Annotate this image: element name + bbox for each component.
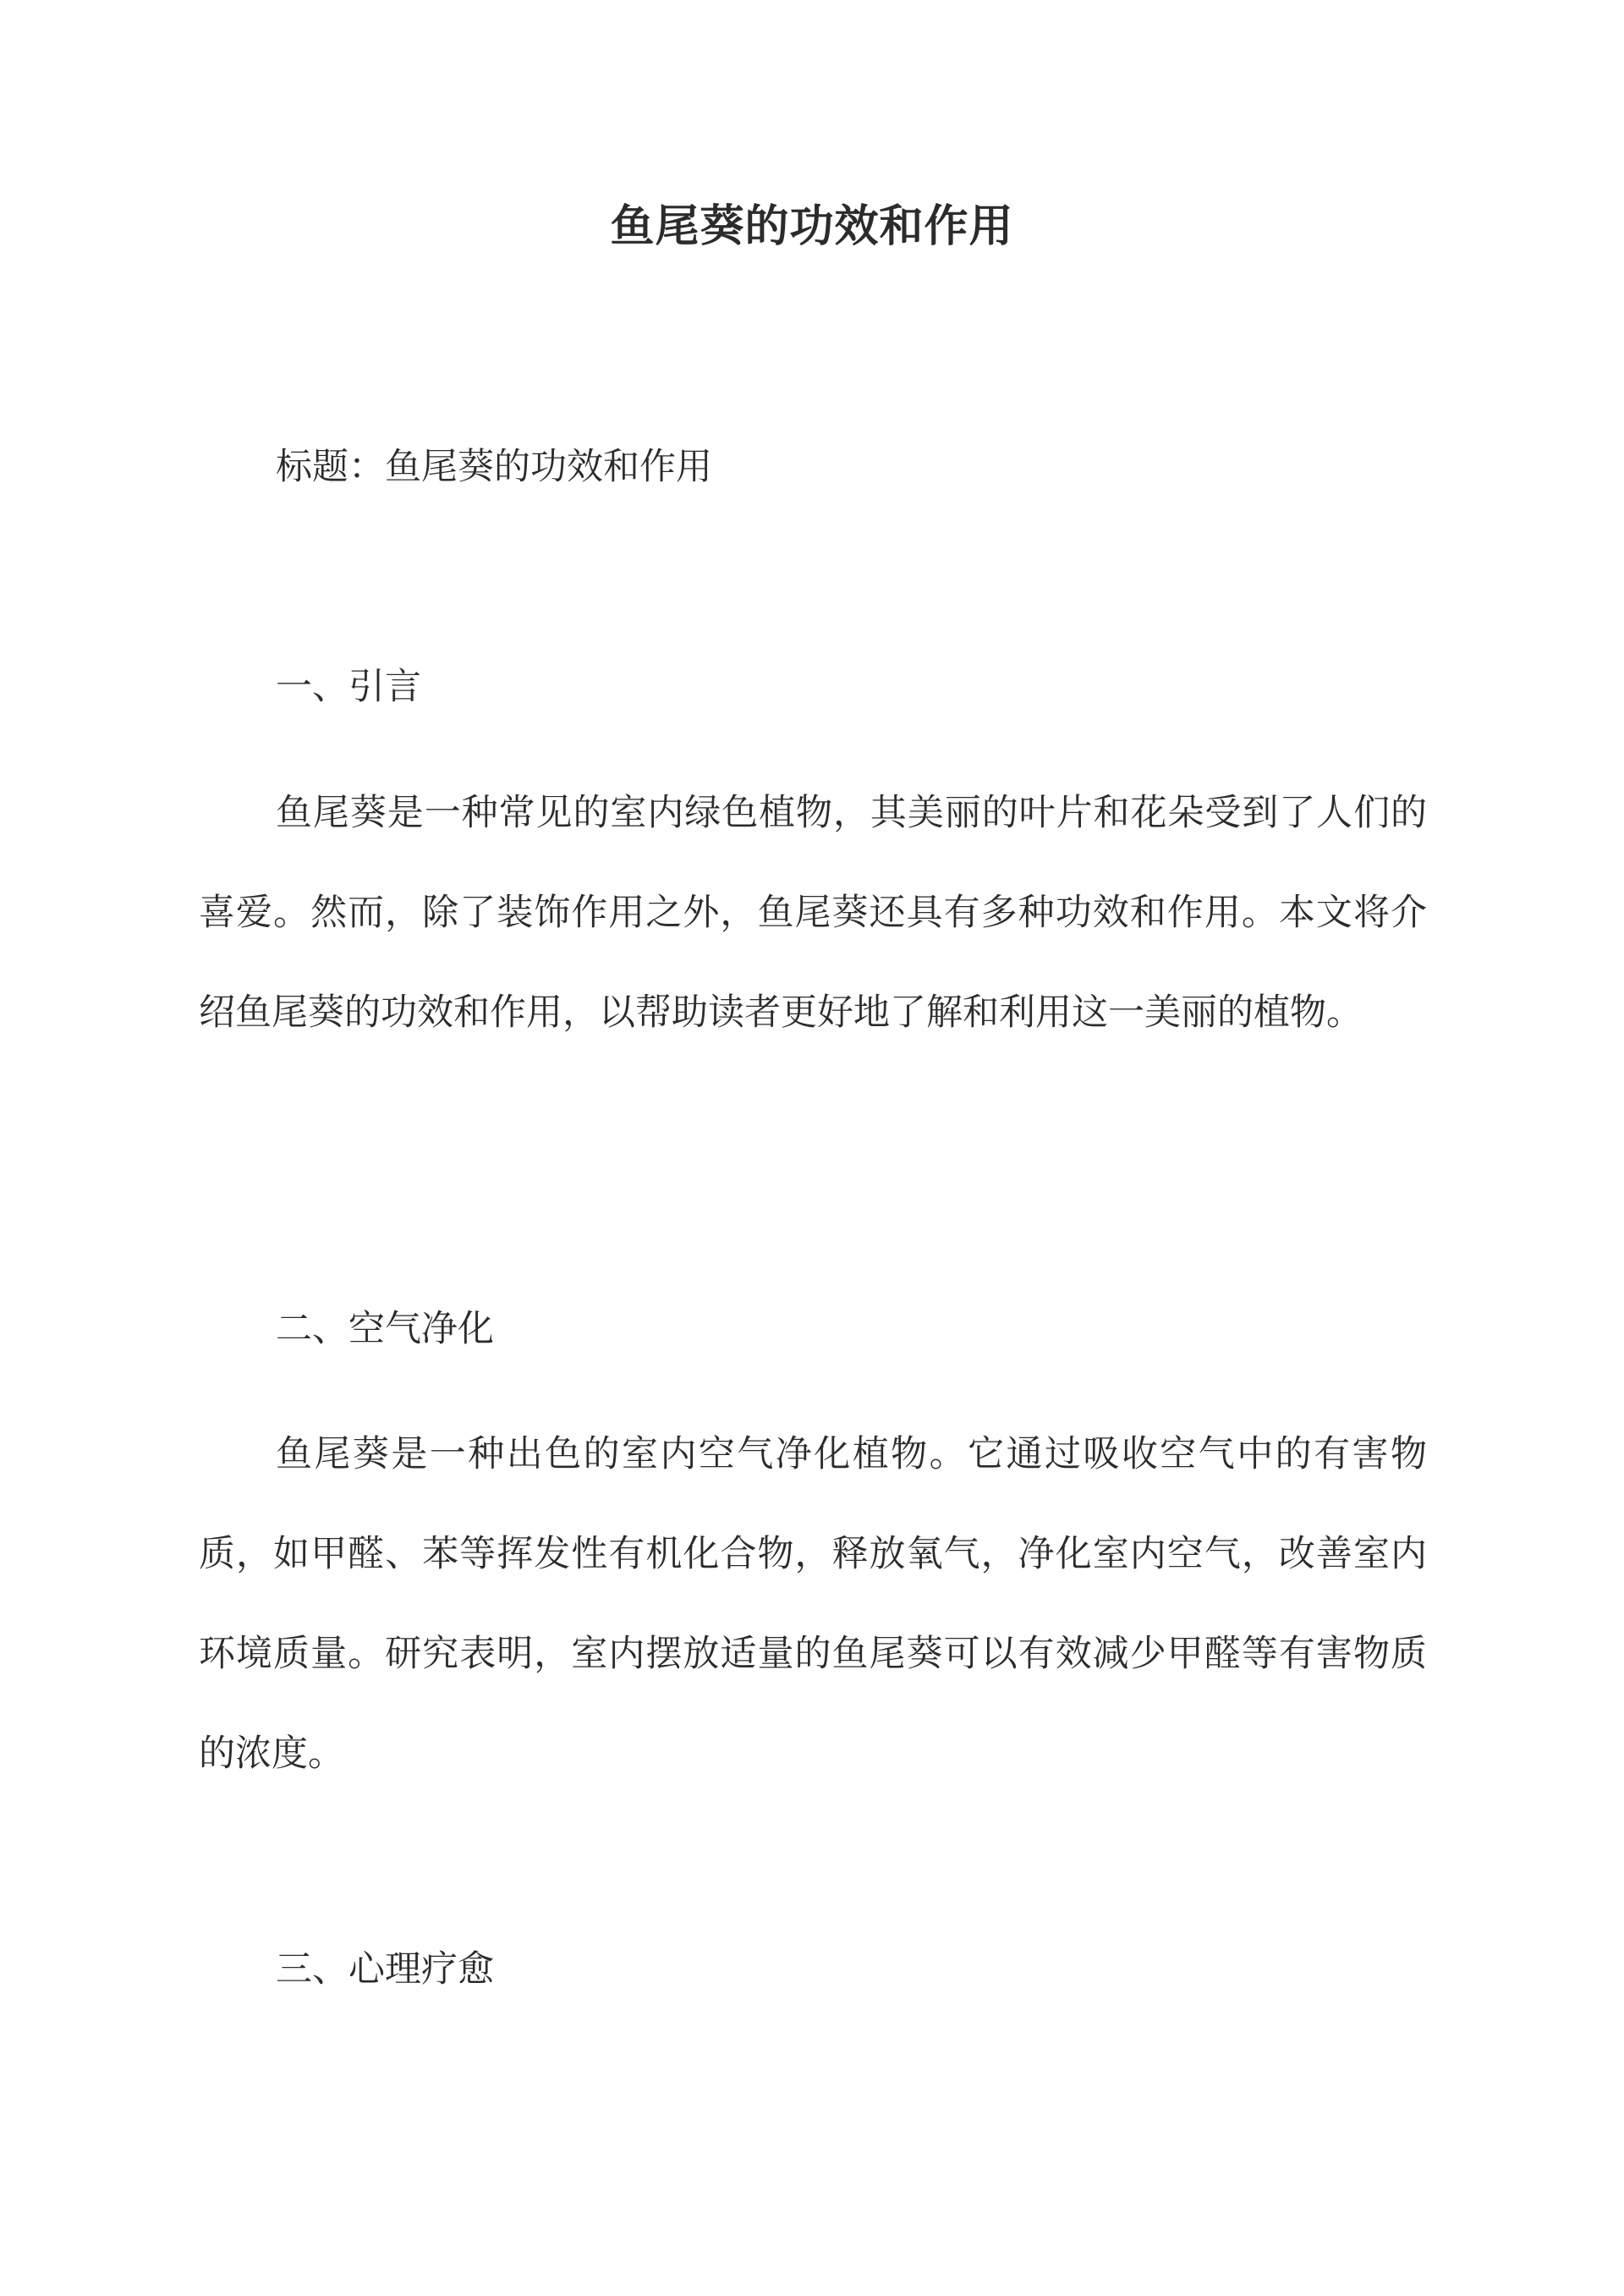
document-subtitle: 标题：鱼尾葵的功效和作用 [276, 446, 712, 488]
section-heading-introduction: 一、引言 [276, 666, 421, 708]
document-title: 鱼尾葵的功效和作用 [610, 200, 1014, 252]
section-heading-air-purification: 二、空气净化 [276, 1308, 494, 1350]
section-paragraph-air-purification: 鱼尾葵是一种出色的室内空气净化植物。它通过吸收空气中的有害物质，如甲醛、苯等挥发性有机化合物，释放氧气，净化室内空气，改善室内环境质量。研究表明，室内摆放适量的鱼尾葵可以有效减少甲醛等有害物质的浓度。 [199, 1433, 1427, 1775]
section-heading-psychological-healing: 三、心理疗愈 [276, 1948, 494, 1991]
section-paragraph-introduction: 鱼尾葵是一种常见的室内绿色植物，其美丽的叶片和花朵受到了人们的喜爱。然而，除了装饰作用之外，鱼尾葵还具有多种功效和作用。本文将介绍鱼尾葵的功效和作用，以帮助读者更好地了解和利用这一美丽的植物。 [199, 792, 1427, 1034]
